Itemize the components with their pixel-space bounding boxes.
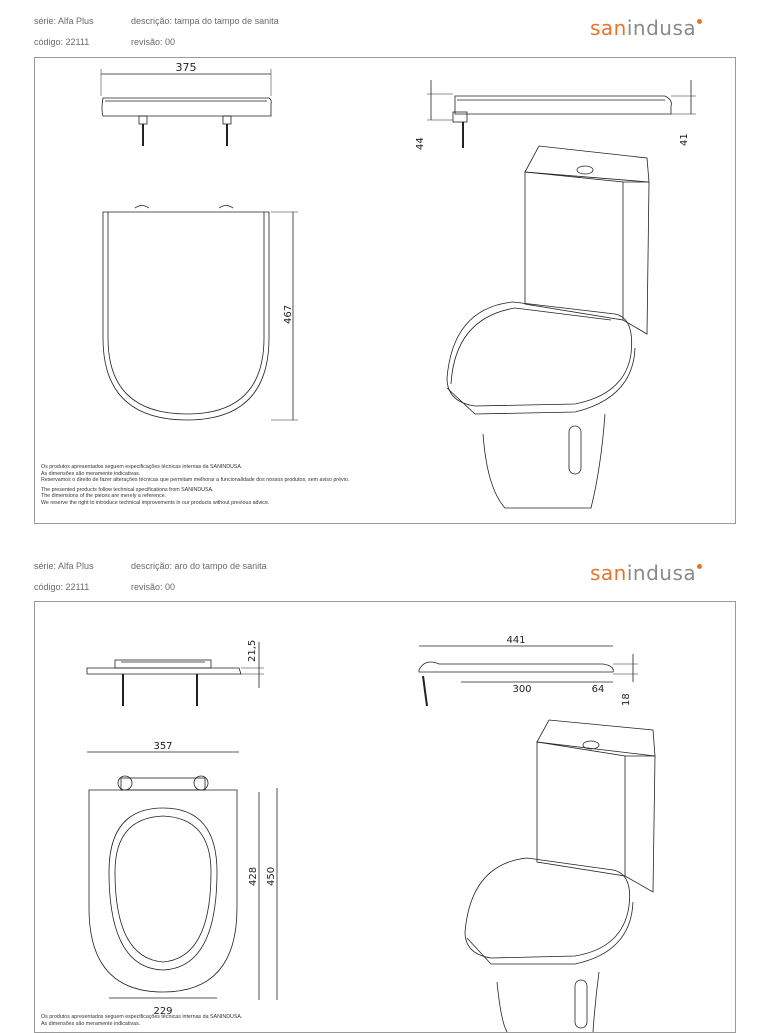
dim-label-450: 450 — [266, 866, 277, 886]
toilet-illustration — [447, 146, 649, 508]
serie-label: série: Alfa Plus — [34, 561, 94, 571]
revisao-label: revisão: 00 — [131, 37, 176, 47]
lid-plan-view — [103, 212, 269, 420]
dim-label-467: 467 — [283, 304, 294, 324]
dim-label-41: 41 — [679, 133, 690, 146]
technical-drawing — [35, 602, 735, 1032]
dim-label-441: 441 — [506, 635, 526, 646]
technical-drawing — [35, 58, 735, 523]
codigo-label: código: 22111 — [34, 37, 90, 47]
drawing-sheet-2 — [0, 545, 768, 1027]
serie-label: série: Alfa Plus — [34, 16, 94, 26]
revisao-label: revisão: 00 — [131, 582, 176, 592]
drawing-frame — [34, 57, 736, 524]
dim-label-300: 300 — [512, 684, 532, 695]
toilet-illustration — [465, 720, 655, 1032]
disclaimer: Os produtos apresentados seguem especificações técnicas internas da SANINDUSA. As dimensões são meramente indicativas. Reservamos o direito de fazer alterações técnicas que permitam melhorar a funcionalidade dos nossos produtos, sem aviso prévio. The presented products follow technical specifications from SANINDUSA. The dimensions of the pieces are merely a reference. We reserve the right to introduce technical improvements in our products without previous advice. — [41, 464, 350, 506]
sanindusa-logo: sanindusa — [590, 16, 702, 40]
dim-label-229: 229 — [153, 1006, 173, 1017]
dim-label-44: 44 — [415, 137, 426, 150]
drawing-frame — [34, 601, 736, 1033]
ring-side-view — [87, 668, 241, 674]
dim-label-357: 357 — [153, 741, 173, 752]
descricao-label: descrição: tampa do tampo de sanita — [131, 16, 279, 26]
dim-label-428: 428 — [248, 866, 259, 886]
dim-label-18: 18 — [621, 693, 632, 706]
lid-profile-view — [455, 96, 671, 114]
disclaimer: Os produtos apresentados seguem especificações técnicas internas da SANINDUSA. As dimensões são meramente indicativas. — [41, 1014, 243, 1027]
dim-label-64: 64 — [591, 684, 605, 695]
ring-profile-view — [419, 662, 613, 672]
descricao-label: descrição: aro do tampo de sanita — [131, 561, 267, 571]
dim-label-375: 375 — [175, 61, 197, 74]
sanindusa-logo: sanindusa — [590, 561, 702, 585]
dim-label-21-5: 21,5 — [247, 639, 258, 662]
codigo-label: código: 22111 — [34, 582, 90, 592]
